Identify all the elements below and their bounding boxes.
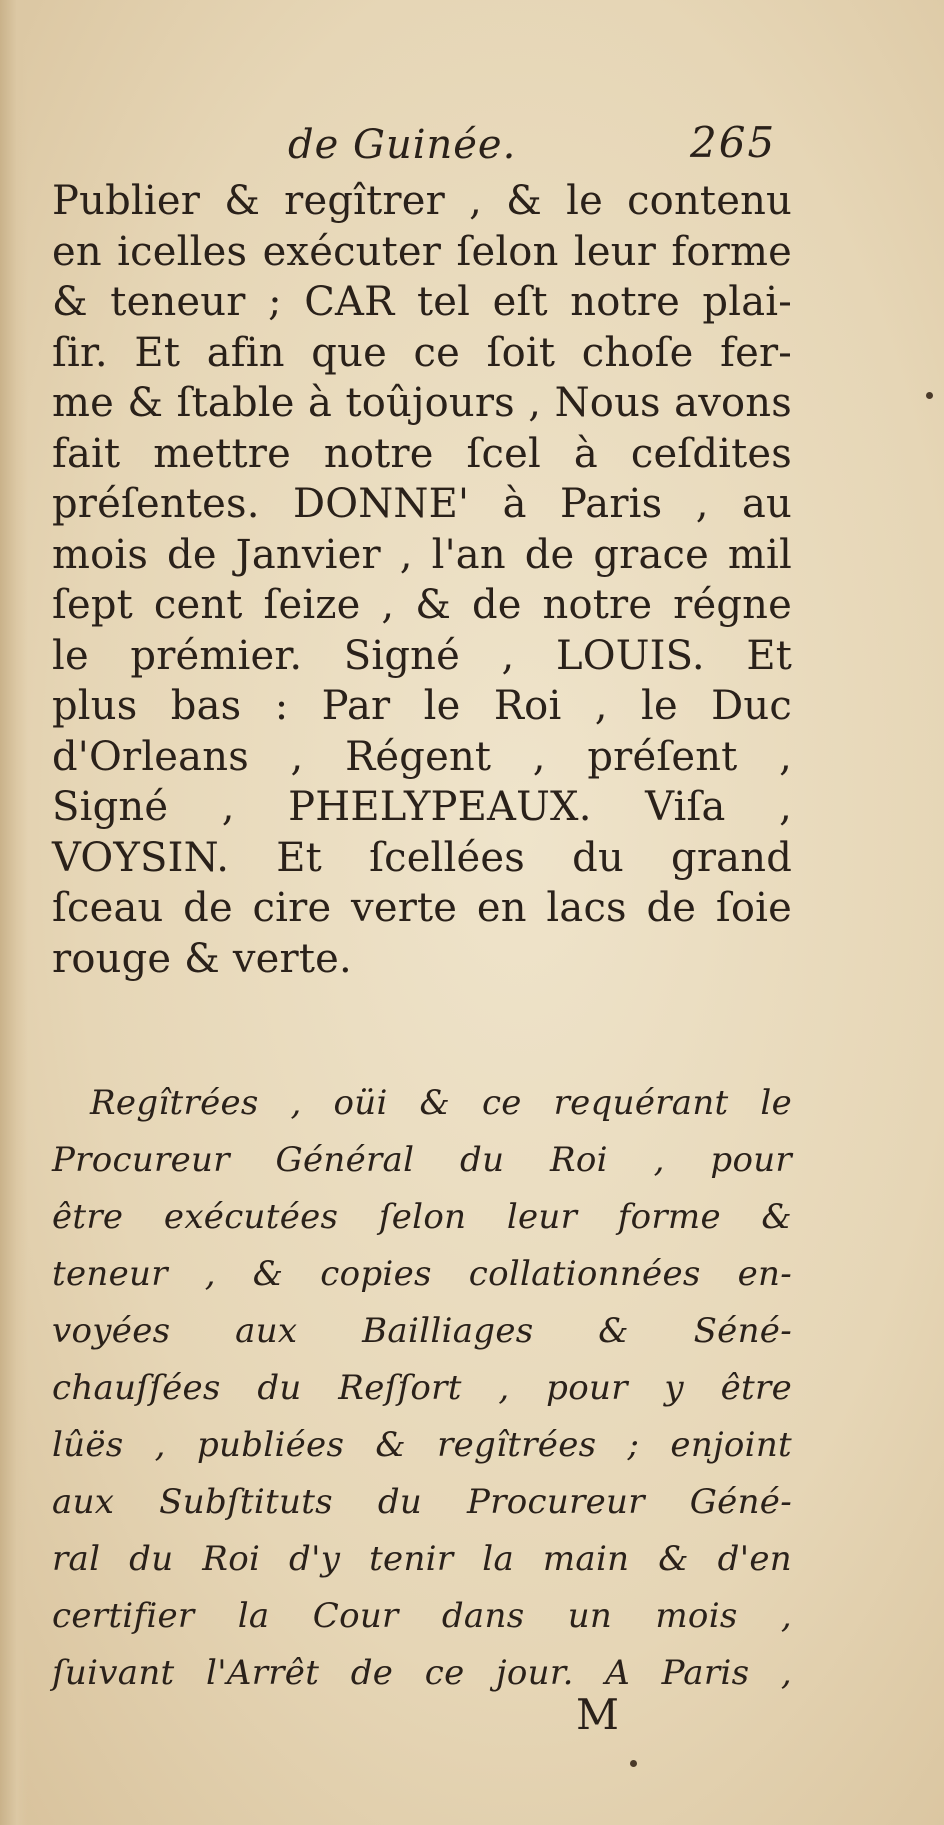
registration-line: ral du Roi d'y tenir la main & d'en — [52, 1539, 792, 1579]
main-text-block — [52, 176, 792, 984]
text-line: fait mettre notre ſcel à ceſdites — [52, 430, 792, 477]
registration-line: être exécutées ſelon leur forme & — [52, 1197, 792, 1237]
registration-line: lûës , publiées & regîtrées ; enjoint — [52, 1425, 792, 1465]
text-line: & teneur ; CAR tel eſt notre plai- — [52, 279, 792, 325]
page-gutter-shadow — [0, 0, 28, 1825]
text-line: ſir. Et afin que ce ſoit choſe fer- — [52, 329, 792, 376]
registration-line: Regîtrées , oüi & ce requérant le — [90, 1083, 792, 1123]
registration-line: certifier la Cour dans un mois , — [52, 1596, 792, 1636]
registration-line: voyées aux Bailliages & Séné- — [52, 1311, 792, 1351]
text-line: mois de Janvier , l'an de grace mil — [52, 531, 792, 578]
ink-speck — [630, 1760, 637, 1767]
registration-line: chauſſées du Reſſort , pour y être — [52, 1368, 792, 1408]
registration-line: aux Subſtituts du Procureur Géné- — [52, 1482, 792, 1522]
text-line: préſentes. DONNE' à Paris , au — [52, 481, 792, 527]
text-line: rouge & verte. — [52, 935, 352, 982]
text-line: en icelles exécuter ſelon leur forme — [52, 228, 792, 275]
registration-paragraph — [52, 1075, 792, 1702]
text-line: me & ſtable à toûjours , Nous avons — [52, 380, 792, 426]
catchword: M — [576, 1690, 620, 1739]
text-line: Publier & regîtrer , & le contenu — [52, 178, 792, 224]
text-line: VOYSIN. Et ſcellées du grand — [52, 834, 792, 881]
text-line: le prémier. Signé , LOUIS. Et — [52, 632, 792, 679]
text-line: Signé , PHELYPEAUX. Viſa , — [52, 784, 792, 830]
page-number: 265 — [690, 118, 777, 167]
registration-line: Procureur Général du Roi , pour — [52, 1140, 792, 1180]
text-line: plus bas : Par le Roi , le Duc — [52, 683, 792, 729]
registration-line: ſuivant l'Arrêt de ce jour. A Paris , — [52, 1653, 792, 1693]
page-header — [0, 118, 944, 178]
ink-speck — [926, 392, 933, 399]
running-title: de Guinée. — [288, 122, 517, 168]
text-line: ſept cent ſeize , & de notre régne — [52, 582, 792, 628]
text-line: d'Orleans , Régent , préſent , — [52, 733, 792, 780]
text-line: ſceau de cire verte en lacs de ſoie — [52, 885, 792, 931]
registration-line: teneur , & copies collationnées en- — [52, 1254, 792, 1294]
